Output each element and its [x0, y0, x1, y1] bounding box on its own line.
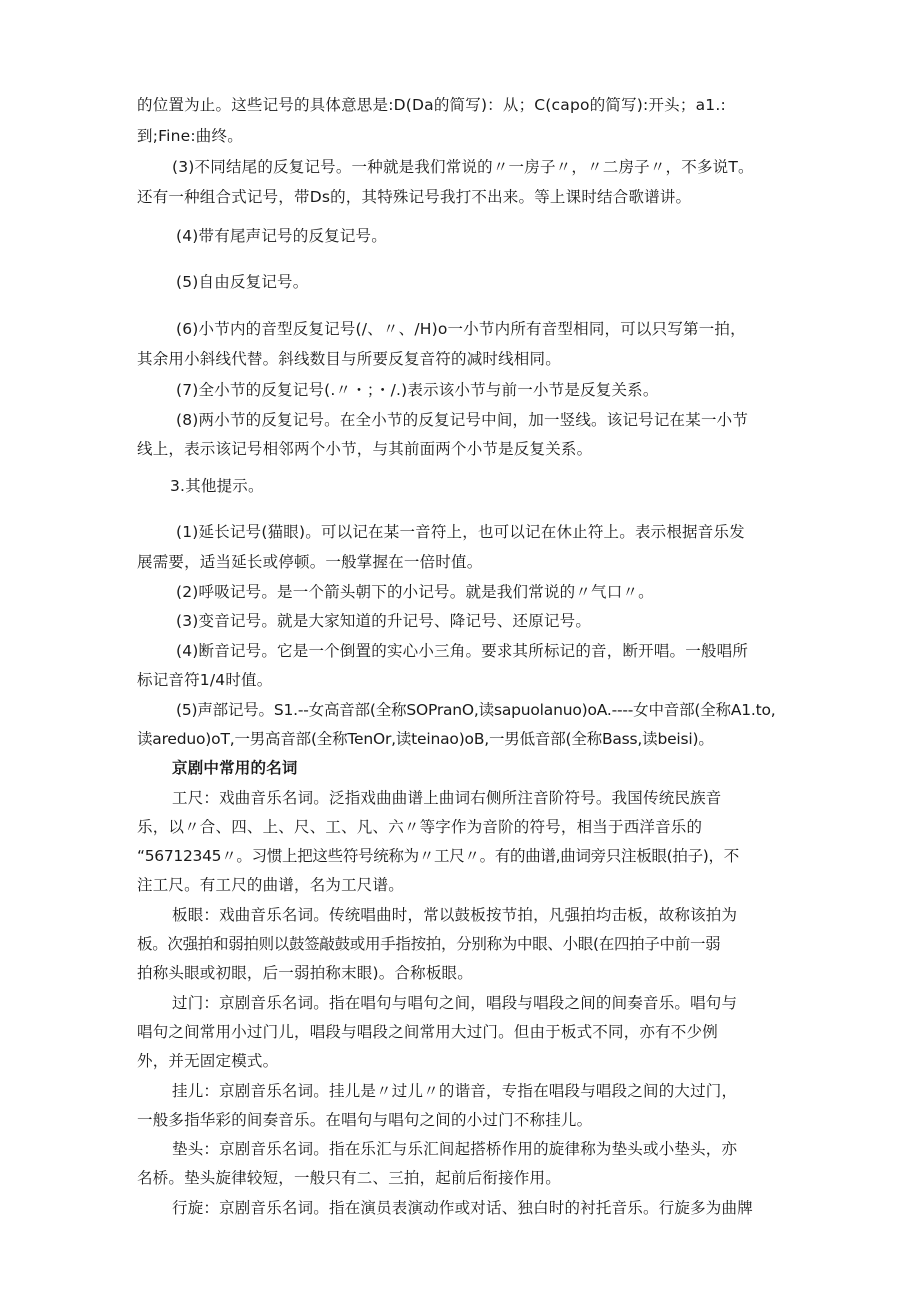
text-line: 外，并无固定模式。 [137, 1052, 279, 1070]
text-line: 到;Fine:曲终。 [137, 127, 243, 145]
text-line: 读areduo)oT,一男高音部(全称TenOr,读teinao)oB,一男低音部(全称Bass,读beisi)。 [137, 730, 714, 748]
text-line: 展需要，适当延长或停顿。一般掌握在一倍时值。 [137, 553, 483, 571]
text-line: 标记音符1/4时值。 [137, 671, 273, 689]
text-line: (4)断音记号。它是一个倒置的实心小三角。要求其所标记的音，断开唱。一般唱所 [176, 642, 749, 660]
text-line: (8)两小节的反复记号。在全小节的反复记号中间，加一竖线。该记号记在某一小节 [176, 411, 749, 429]
text-line: 一般多指华彩的间奏音乐。在唱句与唱句之间的小过门不称挂儿。 [137, 1111, 593, 1129]
text-line: 工尺：戏曲音乐名词。泛指戏曲曲谱上曲词右侧所注音阶符号。我国传统民族音 [172, 789, 722, 807]
text-line: 注工尺。有工尺的曲谱，名为工尺谱。 [137, 876, 404, 894]
text-line: (6)小节内的音型反复记号(/、〃、/H)o一小节内所有音型相同，可以只写第一拍， [176, 320, 746, 338]
text-line: (2)呼吸记号。是一个箭头朝下的小记号。就是我们常说的〃气口〃。 [176, 583, 654, 601]
text-line: 乐，以〃合、四、上、尺、工、凡、六〃等字作为音阶的符号，相当于西洋音乐的 [137, 818, 703, 836]
section-title: 京剧中常用的名词 [172, 759, 298, 777]
text-line: 名桥。垫头旋律较短，一般只有二、三拍，起前后衔接作用。 [137, 1169, 561, 1187]
text-line: 其余用小斜线代替。斜线数目与所要反复音符的减时线相同。 [137, 350, 561, 368]
text-line: (3)变音记号。就是大家知道的升记号、降记号、还原记号。 [176, 612, 592, 630]
text-line: (5)自由反复记号。 [176, 273, 309, 291]
section-heading: 3.其他提示。 [170, 477, 264, 495]
text-line: 拍称头眼或初眼，后一弱拍称末眼)。合称板眼。 [137, 964, 473, 982]
text-line: (4)带有尾声记号的反复记号。 [176, 227, 387, 245]
text-line: 板。次强拍和弱拍则以鼓签敲鼓或用手指按拍，分别称为中眼、小眼(在四拍子中前一弱 [137, 935, 721, 953]
text-line: 行旋：京剧音乐名词。指在演员表演动作或对话、独白时的衬托音乐。行旋多为曲牌 [172, 1199, 753, 1217]
text-line: 挂儿：京剧音乐名词。挂儿是〃过儿〃的谐音，专指在唱段与唱段之间的大过门， [172, 1082, 738, 1100]
text-line: (1)延长记号(猫眼)。可以记在某一音符上，也可以记在休止符上。表示根据音乐发 [176, 523, 745, 541]
text-line: (7)全小节的反复记号(.〃・；・/.)表示该小节与前一小节是反复关系。 [176, 381, 659, 399]
text-line: 的位置为止。这些记号的具体意思是:D(Da的简写)：从；C(capo的简写):开头；a1.: [137, 96, 726, 114]
text-line: (5)声部记号。S1.--女高音部(全称SOPranO,读sapuolanuo)oA.----女中音部(全称A1.to, [176, 701, 776, 719]
text-line: 垫头：京剧音乐名词。指在乐汇与乐汇间起搭桥作用的旋律称为垫头或小垫头，亦 [172, 1140, 738, 1158]
text-line: 还有一种组合式记号，带Ds的，其特殊记号我打不出来。等上课时结合歌谱讲。 [137, 188, 692, 206]
text-line: (3)不同结尾的反复记号。一种就是我们常说的〃一房子〃，〃二房子〃，不多说T。 [172, 158, 754, 176]
text-line: “56712345〃。习惯上把这些符号统称为〃工尺〃。有的曲谱,曲词旁只注板眼(拍子)，不 [137, 847, 739, 865]
text-line: 板眼：戏曲音乐名词。传统唱曲时，常以鼓板按节拍，凡强拍均击板，故称该拍为 [172, 906, 738, 924]
text-line: 线上，表示该记号相邻两个小节，与其前面两个小节是反复关系。 [137, 440, 593, 458]
text-line: 过门：京剧音乐名词。指在唱句与唱句之间，唱段与唱段之间的间奏音乐。唱句与 [172, 994, 738, 1012]
text-line: 唱句之间常用小过门儿，唱段与唱段之间常用大过门。但由于板式不同，亦有不少例 [137, 1023, 718, 1041]
